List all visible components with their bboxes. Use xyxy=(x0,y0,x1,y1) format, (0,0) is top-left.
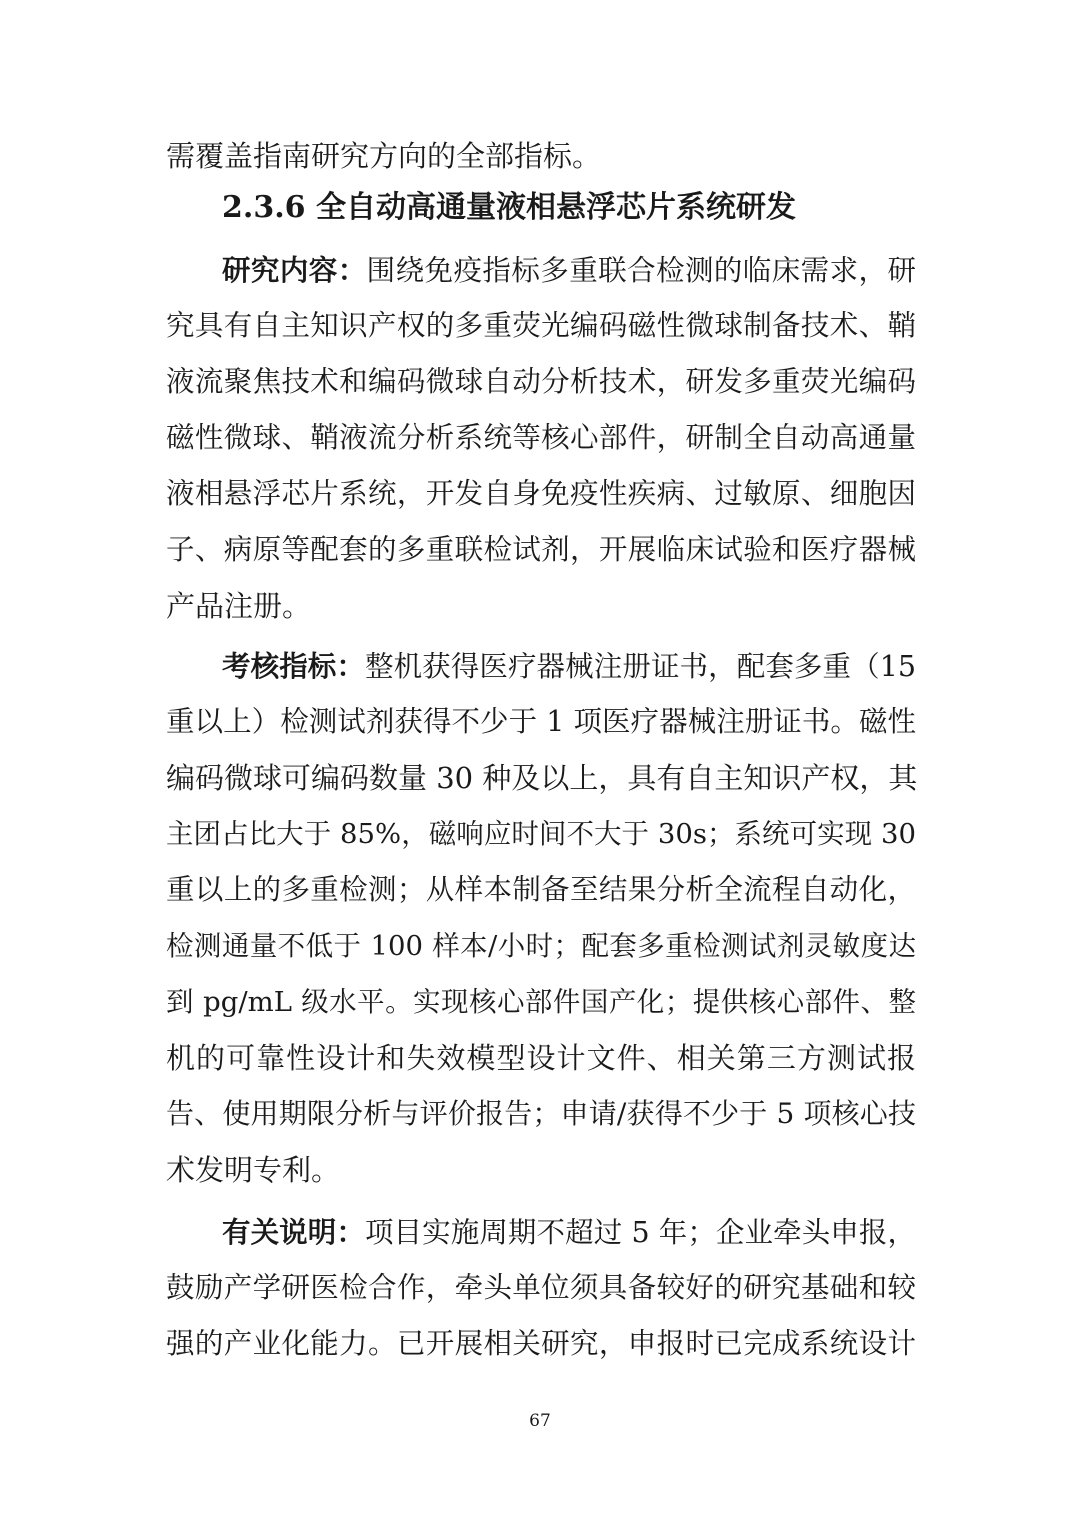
page-number: 67 xyxy=(529,1411,551,1431)
text-line: 液流聚焦技术和编码微球自动分析技术，研发多重荧光编码 xyxy=(166,365,916,398)
section-heading: 2.3.6 全自动高通量液相悬浮芯片系统研发 xyxy=(222,190,796,225)
text-run: 项目实施周期不超过 5 年；企业牵头申报， xyxy=(364,1216,916,1249)
paragraph-research-content-first-line xyxy=(222,250,916,290)
assessment-label: 考核指标： xyxy=(222,649,365,683)
text-line: 编码微球可编码数量 30 种及以上，具有自主知识产权，其 xyxy=(166,761,918,795)
text-line: 主团占比大于 85%，磁响应时间不大于 30s；系统可实现 30 xyxy=(166,818,916,850)
text-line: 机的可靠性设计和失效模型设计文件、相关第三方测试报 xyxy=(166,1041,916,1075)
text-line: 重以上的多重检测；从样本制备至结果分析全流程自动化， xyxy=(166,873,916,906)
text-run: 整机获得医疗器械注册证书，配套多重（15 xyxy=(364,650,916,683)
text-line: 产品注册。 xyxy=(166,589,312,623)
paragraph-notes-first-line xyxy=(222,1212,916,1252)
text-line: 磁性微球、鞘液流分析系统等核心部件，研制全自动高通量 xyxy=(166,421,916,454)
text-line: 到 pg/mL 级水平。实现核心部件国产化；提供核心部件、整 xyxy=(166,986,916,1018)
text-line: 需覆盖指南研究方向的全部指标。 xyxy=(166,139,602,173)
text-line: 告、使用期限分析与评价报告；申请/获得不少于 5 项核心技 xyxy=(166,1097,916,1130)
text-line: 究具有自主知识产权的多重荧光编码磁性微球制备技术、鞘 xyxy=(166,309,916,342)
text-line: 强的产业化能力。已开展相关研究，申报时已完成系统设计 xyxy=(166,1327,916,1360)
text-line: 术发明专利。 xyxy=(166,1153,341,1187)
paragraph-assessment-first-line xyxy=(222,646,916,686)
text-line: 液相悬浮芯片系统，开发自身免疫性疾病、过敏原、细胞因 xyxy=(166,477,916,510)
text-line: 子、病原等配套的多重联检试剂，开展临床试验和医疗器械 xyxy=(166,533,916,566)
research-content-label: 研究内容： xyxy=(222,253,367,287)
text-line: 重以上）检测试剂获得不少于 1 项医疗器械注册证书。磁性 xyxy=(166,705,916,738)
text-run: 围绕免疫指标多重联合检测的临床需求，研 xyxy=(366,254,916,287)
text-line: 检测通量不低于 100 样本/小时；配套多重检测试剂灵敏度达 xyxy=(166,930,916,962)
notes-label: 有关说明： xyxy=(222,1215,365,1249)
text-line: 鼓励产学研医检合作，牵头单位须具备较好的研究基础和较 xyxy=(166,1271,916,1304)
